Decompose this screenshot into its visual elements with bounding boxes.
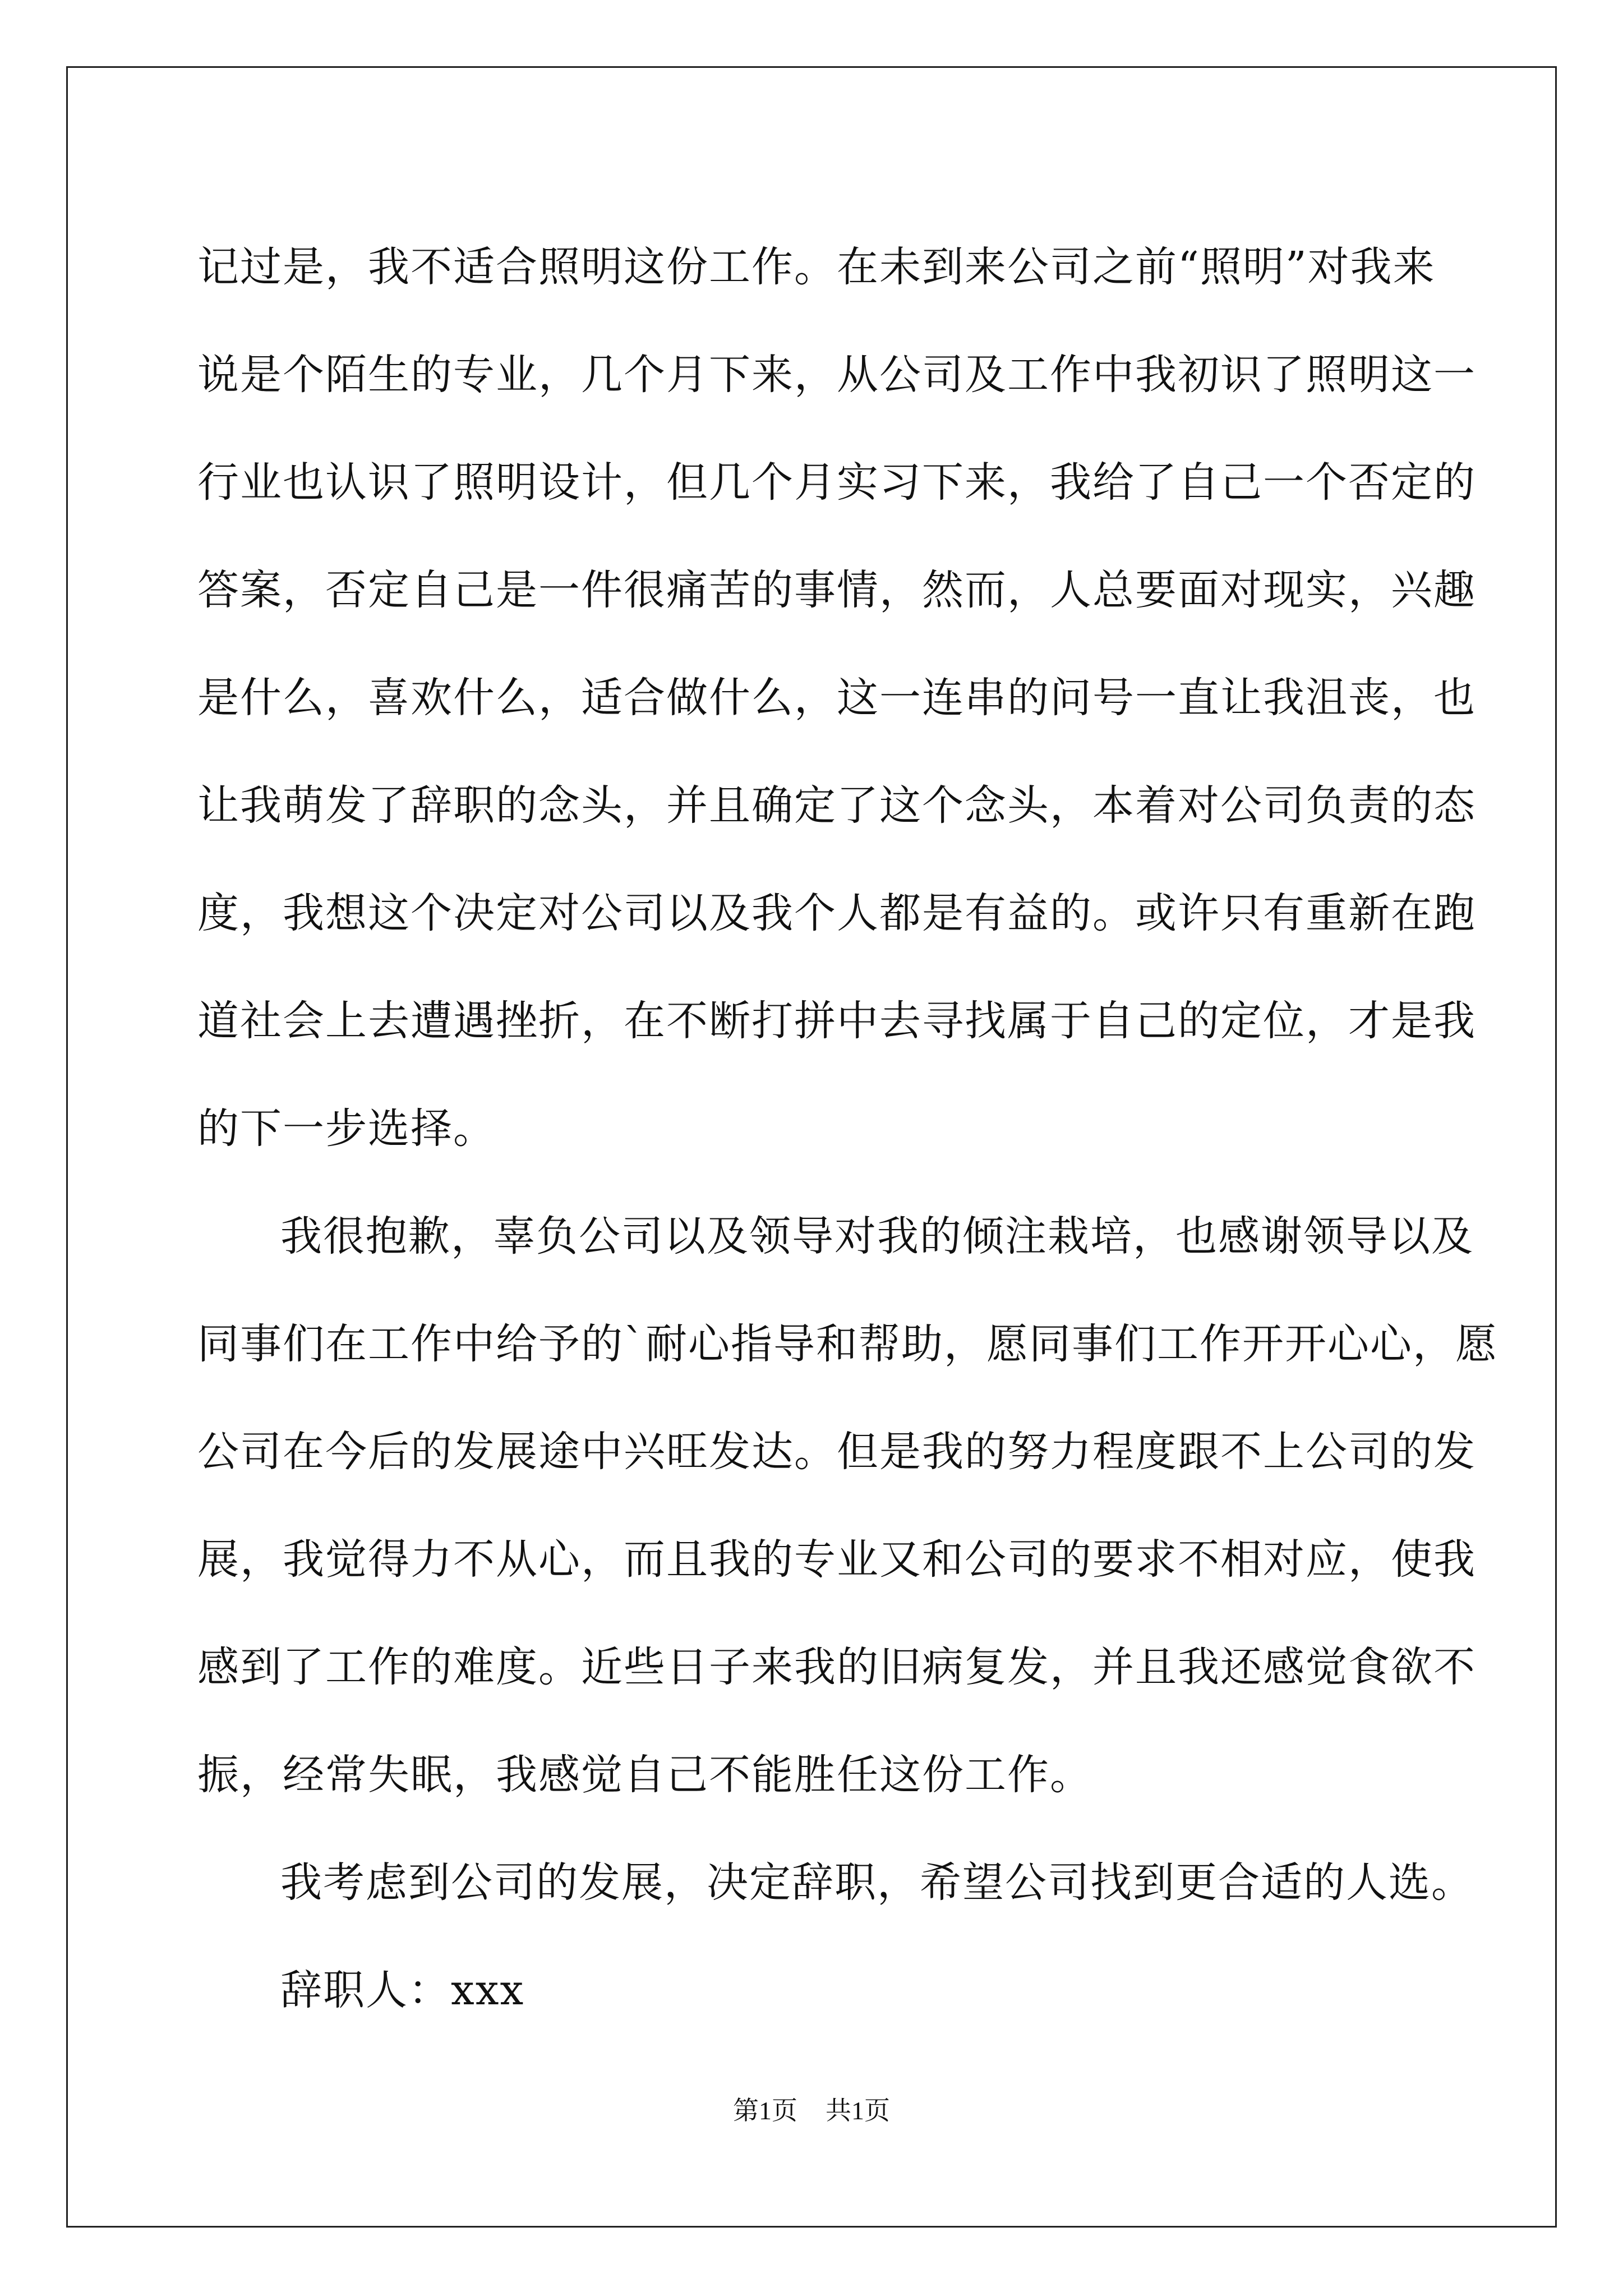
- document-body: [197, 213, 1498, 2044]
- text-line: 度，我想这个决定对公司以及我个人都是有益的。或许只有重新在跑: [197, 889, 1476, 937]
- text-line: 展，我觉得力不从心，而且我的专业又和公司的要求不相对应，使我: [197, 1535, 1476, 1584]
- text-line: 说是个陌生的专业，几个月下来，从公司及工作中我初识了照明这一: [197, 351, 1476, 399]
- text-line: 的下一步选择。: [197, 1105, 496, 1153]
- text-line: 振，经常失眠，我感觉自己不能胜任这份工作。: [197, 1751, 1092, 1799]
- signature-line: 辞职人：xxx: [280, 1966, 525, 2014]
- text-line: 答案，否定自己是一件很痛苦的事情，然而，人总要面对现实，兴趣: [197, 566, 1476, 614]
- page-total: 共1页: [826, 2096, 890, 2125]
- signature: [197, 1936, 1431, 2044]
- text-line: 是什么，喜欢什么，适合做什么，这一连串的问号一直让我沮丧，也: [197, 674, 1476, 722]
- text-line: 感到了工作的难度。近些日子来我的旧病复发，并且我还感觉食欲不: [197, 1643, 1476, 1691]
- text-line: 我考虑到公司的发展，决定辞职，希望公司找到更合适的人选。: [280, 1858, 1474, 1907]
- text-line: 公司在今后的发展途中兴旺发达。但是我的努力程度跟不上公司的发: [197, 1428, 1476, 1476]
- text-line: 道社会上去遭遇挫折，在不断打拼中去寻找属于自己的定位，才是我: [197, 997, 1476, 1045]
- text-line: 记过是，我不适合照明这份工作。在未到来公司之前“照明”对我来: [197, 243, 1436, 291]
- paragraph-1: [197, 213, 1476, 1182]
- text-line: 让我萌发了辞职的念头，并且确定了这个念头，本着对公司负责的态: [197, 781, 1476, 830]
- text-line: 行业也认识了照明设计，但几个月实习下来，我给了自己一个否定的: [197, 458, 1476, 507]
- text-line: 我很抱歉，辜负公司以及领导对我的倾注栽培，也感谢领导以及: [280, 1212, 1474, 1260]
- page-footer: [0, 2090, 1623, 2127]
- text-line: 同事们在工作中给予的`耐心指导和帮助，愿同事们工作开开心心，愿: [197, 1320, 1498, 1368]
- page-number: 第1页: [733, 2096, 797, 2125]
- paragraph-2: [197, 1182, 1498, 1829]
- paragraph-3: [197, 1829, 1474, 1936]
